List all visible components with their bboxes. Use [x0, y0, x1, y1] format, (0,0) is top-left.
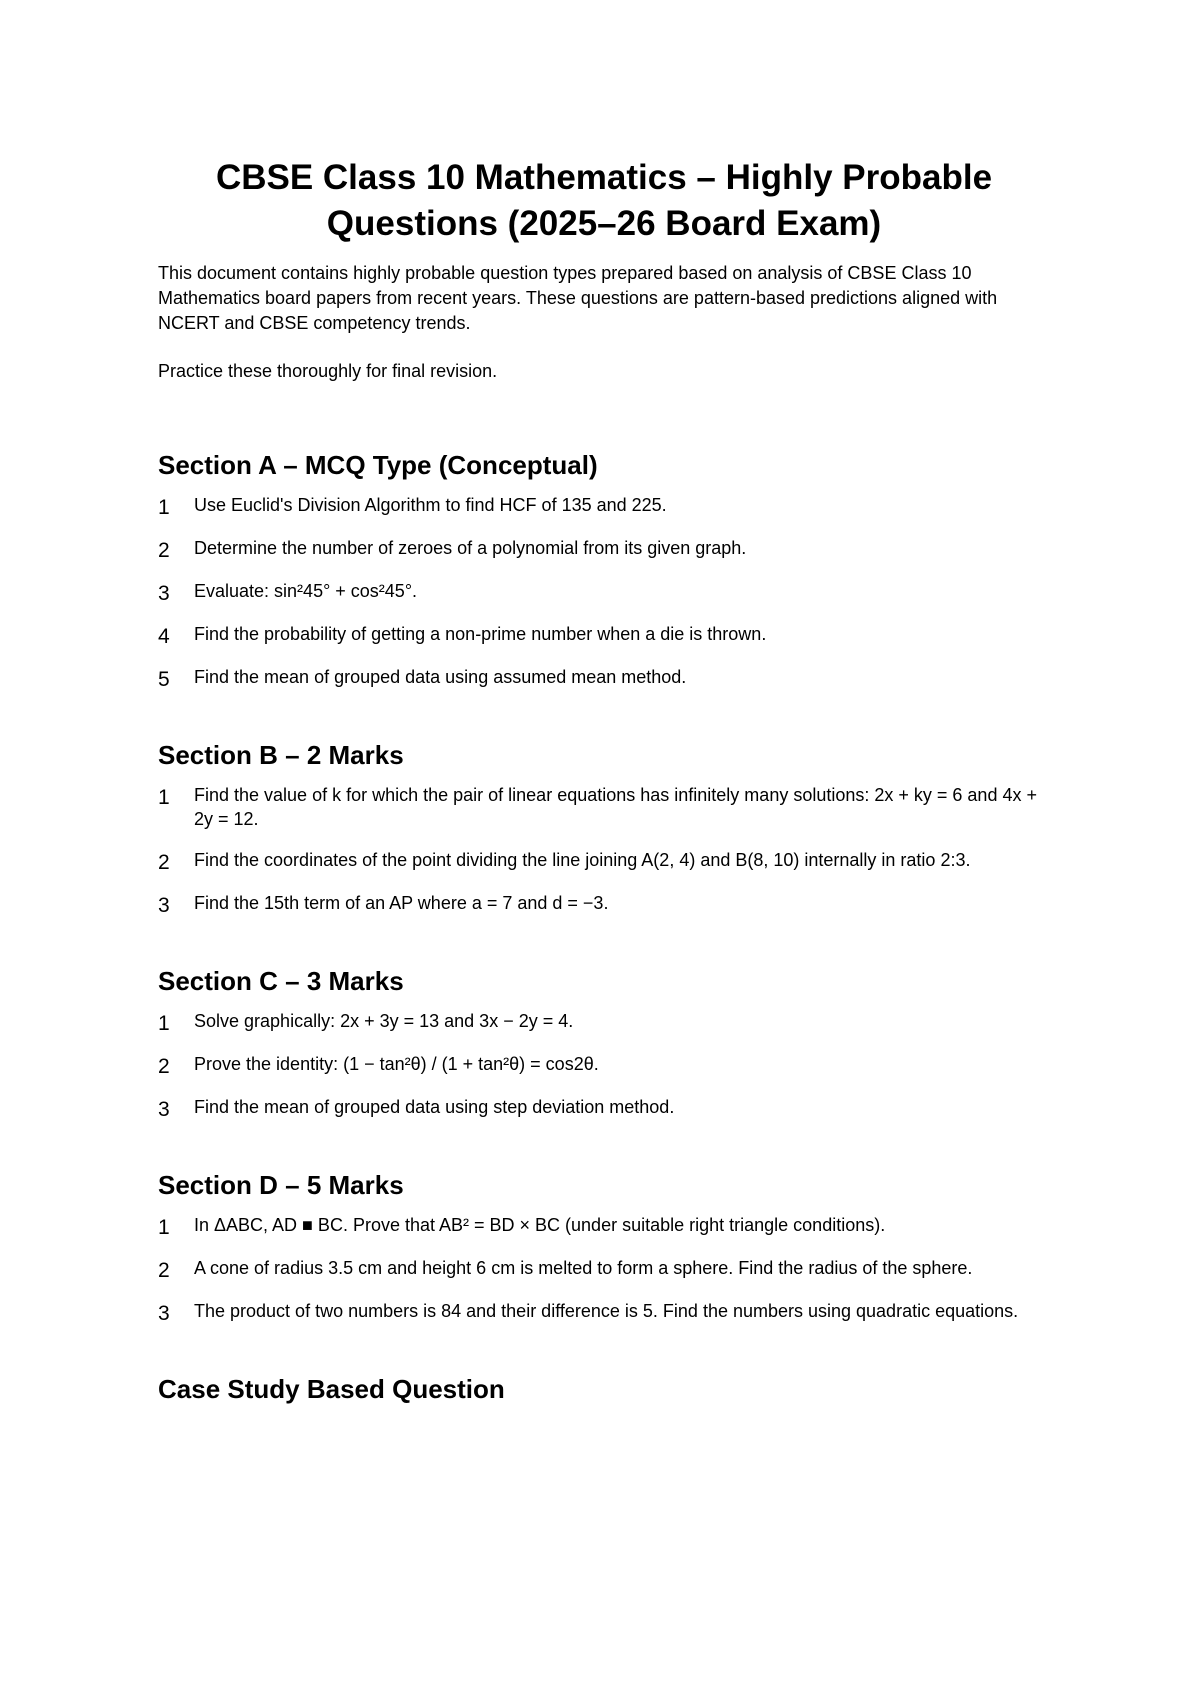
- question-item: [158, 493, 1050, 519]
- question-number: 3: [158, 1302, 170, 1325]
- question-number: 1: [158, 786, 170, 809]
- question-text: Evaluate: sin²45° + cos²45°.: [194, 581, 418, 601]
- question-text: Find the mean of grouped data using step deviation method.: [194, 1097, 675, 1117]
- question-item: [158, 1299, 1050, 1325]
- question-text: In ΔABC, AD ■ BC. Prove that AB² = BD × BC (under suitable right triangle conditions).: [194, 1215, 886, 1235]
- document-page: [158, 155, 1050, 1417]
- section-heading: Case Study Based Question: [158, 1374, 505, 1404]
- question-number: 2: [158, 539, 170, 562]
- question-text: The product of two numbers is 84 and their difference is 5. Find the numbers using quadratic equations.: [194, 1301, 1019, 1321]
- question-list: [158, 1009, 1050, 1121]
- question-number: 1: [158, 1012, 170, 1035]
- question-text: Find the 15th term of an AP where a = 7 and d = −3.: [194, 893, 609, 913]
- question-text: Find the probability of getting a non-prime number when a die is thrown.: [194, 624, 767, 644]
- question-item: [158, 783, 1050, 831]
- document-title: CBSE Class 10 Mathematics – Highly Probable Questions (2025–26 Board Exam): [215, 158, 993, 243]
- section-case-study: [158, 1373, 1050, 1405]
- section-heading: Section B – 2 Marks: [158, 740, 404, 770]
- question-number: 1: [158, 1216, 170, 1239]
- question-text: A cone of radius 3.5 cm and height 6 cm is melted to form a sphere. Find the radius of the sphere.: [194, 1258, 973, 1278]
- question-number: 2: [158, 1259, 170, 1282]
- question-item: [158, 1095, 1050, 1121]
- question-number: 3: [158, 1098, 170, 1121]
- question-number: 3: [158, 582, 170, 605]
- question-number: 2: [158, 851, 170, 874]
- question-text: Find the value of k for which the pair of linear equations has infinitely many solutions: 2x + ky = 6 and 4x + 2y = 12.: [194, 785, 1037, 829]
- section-b: [158, 739, 1050, 917]
- question-item: [158, 579, 1050, 605]
- question-number: 2: [158, 1055, 170, 1078]
- question-item: [158, 1213, 1050, 1239]
- section-d: [158, 1169, 1050, 1325]
- section-a: [158, 449, 1050, 691]
- question-number: 5: [158, 668, 170, 691]
- intro-paragraph: This document contains highly probable question types prepared based on analysis of CBSE Class 10 Mathematics board papers from recent years. These questions are pattern-based predictions aligned with NCERT and CBSE competency trends.: [158, 263, 998, 333]
- question-text: Prove the identity: (1 − tan²θ) / (1 + tan²θ) = cos2θ.: [194, 1054, 599, 1074]
- question-list: [158, 1213, 1050, 1325]
- question-item: [158, 665, 1050, 691]
- question-item: [158, 1052, 1050, 1078]
- section-heading: Section D – 5 Marks: [158, 1170, 404, 1200]
- question-number: 3: [158, 894, 170, 917]
- question-number: 1: [158, 496, 170, 519]
- question-text: Determine the number of zeroes of a polynomial from its given graph.: [194, 538, 747, 558]
- question-item: [158, 536, 1050, 562]
- section-c: [158, 965, 1050, 1121]
- section-heading: Section C – 3 Marks: [158, 966, 404, 996]
- question-item: [158, 622, 1050, 648]
- question-item: [158, 1009, 1050, 1035]
- question-text: Use Euclid's Division Algorithm to find HCF of 135 and 225.: [194, 495, 667, 515]
- question-item: [158, 848, 1050, 874]
- question-list: [158, 783, 1050, 917]
- question-list: [158, 493, 1050, 691]
- section-heading: Section A – MCQ Type (Conceptual): [158, 450, 598, 480]
- practice-note: Practice these thoroughly for final revision.: [158, 361, 498, 381]
- question-number: 4: [158, 625, 170, 648]
- question-text: Solve graphically: 2x + 3y = 13 and 3x − 2y = 4.: [194, 1011, 574, 1031]
- question-item: [158, 891, 1050, 917]
- question-text: Find the mean of grouped data using assumed mean method.: [194, 667, 687, 687]
- question-item: [158, 1256, 1050, 1282]
- question-text: Find the coordinates of the point dividing the line joining A(2, 4) and B(8, 10) internally in ratio 2:3.: [194, 850, 971, 870]
